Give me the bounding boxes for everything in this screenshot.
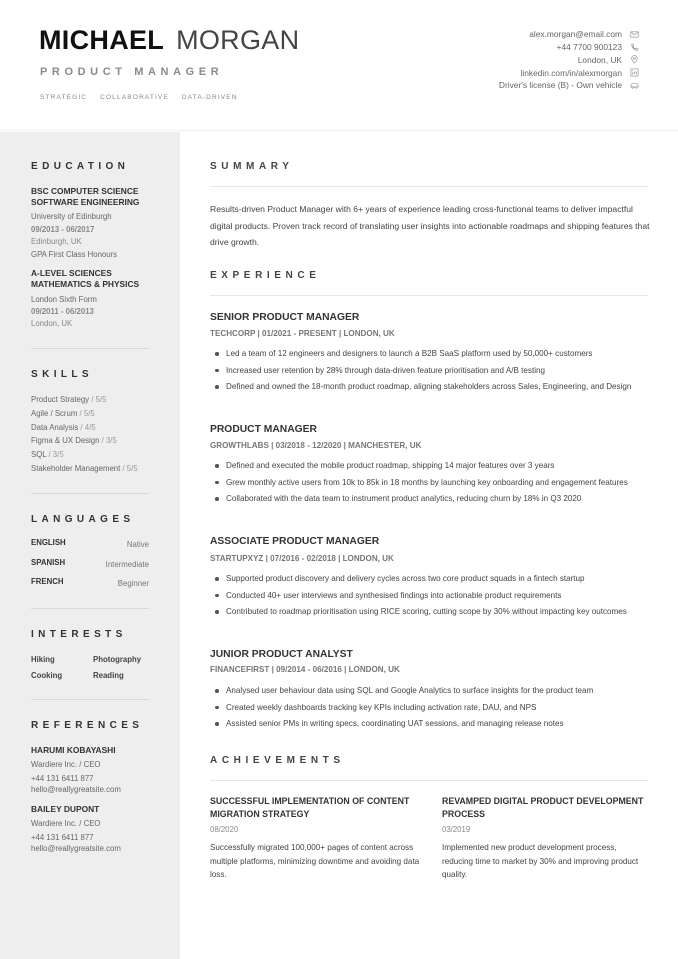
- achievement-description: Implemented new product development process, reducing time to market by 30% and improving product quality.: [442, 843, 639, 879]
- language-name: ENGLISH: [31, 538, 66, 547]
- achievement-item: [442, 795, 648, 882]
- contact-drivers-license-text: Driver's license (B) - Own vehicle: [498, 80, 622, 91]
- languages-heading: LANGUAGES: [31, 514, 135, 525]
- contact-email-text[interactable]: alex.morgan@email.com: [529, 29, 622, 40]
- summary-text: Results-driven Product Manager with 6+ years of experience leading cross-functional teams to deliver impactful digital products. Proven track record of translating user insights into actionable roadmaps and shipping features that drive growth.: [210, 204, 650, 247]
- job-bullet: Created weekly dashboards tracking key KPIs including activation rate, DAU, and NPS: [210, 700, 648, 716]
- job-bullet: Analysed user behaviour data using SQL and Google Analytics to surface insights for the product team: [210, 683, 648, 699]
- skill-level: / 3/5: [46, 450, 64, 459]
- skill-item: [31, 449, 64, 460]
- contact-location-text: London, UK: [577, 54, 622, 65]
- reference-name: HARUMI KOBAYASHI: [31, 745, 116, 755]
- sidebar: [0, 132, 180, 959]
- achievement-date: 03/2019: [442, 825, 471, 834]
- job-bullet: Defined and executed the mobile product roadmap, shipping 14 major features over 3 years: [210, 458, 648, 474]
- education-location: Edinburgh, UK: [31, 237, 82, 246]
- phone-icon: [629, 42, 639, 52]
- section-divider: [31, 348, 149, 349]
- job-title: JUNIOR PRODUCT ANALYST: [210, 649, 353, 660]
- tag-strategic: STRATEGIC: [40, 94, 88, 101]
- job-bullet: Assisted senior PMs in writing specs, coordinating UAT sessions, and managing release notes: [210, 716, 648, 732]
- reference-email[interactable]: hello@reallygreatsite.com: [31, 844, 121, 853]
- interest-item: Cooking: [31, 671, 63, 680]
- skill-name: Product Strategy: [31, 395, 90, 404]
- reference-company: Wardiere Inc. / CEO: [31, 760, 101, 769]
- skill-level: / 5/5: [77, 409, 95, 418]
- skill-item: [31, 408, 95, 419]
- references-heading: REFERENCES: [31, 720, 144, 731]
- car-icon: [629, 80, 639, 90]
- education-school: University of Edinburgh: [31, 212, 112, 221]
- job-meta: TECHCORP | 01/2021 - PRESENT | LONDON, UK: [210, 329, 395, 338]
- job-role: PRODUCT MANAGER: [40, 66, 224, 78]
- contact-phone[interactable]: [499, 41, 639, 54]
- skill-level: / 4/5: [78, 423, 96, 432]
- linkedin-icon: [629, 68, 639, 78]
- achievement-date: 08/2020: [210, 825, 239, 834]
- contact-linkedin[interactable]: [499, 66, 639, 79]
- job-meta: STARTUPXYZ | 07/2016 - 02/2018 | LONDON, UK: [210, 554, 394, 563]
- language-level: Beginner: [117, 579, 149, 588]
- job-title: PRODUCT MANAGER: [210, 424, 317, 435]
- interest-item: Hiking: [31, 655, 55, 664]
- section-divider: [31, 493, 149, 494]
- achievement-item: [210, 795, 420, 882]
- job-bullets: [210, 346, 648, 396]
- job-bullet: Supported product discovery and delivery cycles across two core product squads in a fintech startup: [210, 571, 648, 587]
- experience-heading: EXPERIENCE: [210, 270, 321, 281]
- job-bullets: [210, 458, 648, 508]
- location-pin-icon: [629, 55, 639, 65]
- contact-drivers-license: [499, 79, 639, 92]
- skill-item: [31, 463, 138, 474]
- job-bullets: [210, 571, 648, 621]
- skill-name: SQL: [31, 450, 47, 459]
- education-heading: EDUCATION: [31, 161, 130, 172]
- skill-item: [31, 422, 96, 433]
- last-name: MORGAN: [176, 25, 300, 55]
- skill-name: Agile / Scrum: [31, 409, 78, 418]
- language-name: SPANISH: [31, 558, 66, 567]
- achievement-title: REVAMPED DIGITAL PRODUCT DEVELOPMENT PROCESS: [442, 796, 644, 819]
- achievement-description: Successfully migrated 100,000+ pages of content across multiple platforms, minimizing downtime and avoiding data loss.: [210, 843, 420, 879]
- reference-email[interactable]: hello@reallygreatsite.com: [31, 785, 121, 794]
- education-location: London, UK: [31, 319, 73, 328]
- contact-linkedin-text[interactable]: linkedin.com/in/alexmorgan: [520, 67, 622, 78]
- language-name: FRENCH: [31, 577, 64, 586]
- job-bullet: Increased user retention by 28% through data-driven feature prioritisation and A/B testing: [210, 363, 648, 379]
- job-meta: GROWTHLABS | 03/2018 - 12/2020 | MANCHESTER, UK: [210, 441, 422, 450]
- interest-item: Reading: [93, 671, 124, 680]
- contact-email[interactable]: [499, 28, 639, 41]
- education-dates: 09/2011 - 06/2013: [31, 307, 94, 316]
- contact-location: [499, 54, 639, 67]
- skill-level: / 5/5: [89, 395, 107, 404]
- reference-name: BAILEY DUPONT: [31, 804, 100, 814]
- tag-collaborative: COLLABORATIVE: [100, 94, 169, 101]
- section-divider: [210, 295, 648, 296]
- job-bullets: [210, 683, 648, 733]
- tag-data-driven: DATA-DRIVEN: [181, 94, 238, 101]
- skill-level: / 3/5: [99, 436, 117, 445]
- skill-level: / 5/5: [120, 464, 138, 473]
- education-dates: 09/2013 - 06/2017: [31, 225, 95, 234]
- job-bullet: Grew monthly active users from 10k to 85k in 18 months by launching key onboarding and engagement features: [210, 475, 648, 491]
- summary-heading: SUMMARY: [210, 161, 294, 172]
- job-bullet: Conducted 40+ user interviews and synthesised findings into actionable product requirements: [210, 588, 648, 604]
- achievement-title: SUCCESSFUL IMPLEMENTATION OF CONTENT MIGRATION STRATEGY: [210, 796, 410, 819]
- skill-item: [31, 394, 106, 405]
- section-divider: [31, 608, 149, 609]
- education-degree: BSC COMPUTER SCIENCE SOFTWARE ENGINEERING: [31, 186, 140, 207]
- resume-header: [0, 0, 678, 131]
- mail-icon: [629, 29, 639, 39]
- skills-heading: SKILLS: [31, 369, 93, 380]
- section-divider: [210, 780, 648, 781]
- education-degree: A-LEVEL SCIENCES MATHEMATICS & PHYSICS: [31, 268, 140, 289]
- achievements-heading: ACHIEVEMENTS: [210, 755, 345, 766]
- contact-list: [499, 28, 639, 92]
- job-bullet: Contributed to roadmap prioritisation using RICE scoring, cutting scope by 30% without impacting key outcomes: [210, 604, 648, 620]
- job-title: SENIOR PRODUCT MANAGER: [210, 312, 360, 323]
- skill-name: Stakeholder Management: [31, 464, 121, 473]
- contact-phone-text[interactable]: +44 7700 900123: [556, 42, 622, 53]
- trait-tags: [40, 94, 248, 101]
- job-meta: FINANCEFIRST | 09/2014 - 06/2016 | LONDON, UK: [210, 665, 400, 674]
- language-level: Intermediate: [105, 560, 149, 569]
- first-name: MICHAEL: [39, 25, 165, 55]
- job-title: ASSOCIATE PRODUCT MANAGER: [210, 536, 380, 547]
- interest-item: Photography: [93, 655, 142, 664]
- education-school: London Sixth Form: [31, 295, 97, 304]
- job-bullet: Defined and owned the 18-month product roadmap, aligning stakeholders across Sales, Engineering, and Design: [210, 379, 648, 395]
- language-level: Native: [126, 540, 149, 549]
- skill-name: Figma & UX Design: [31, 436, 100, 445]
- full-name: [39, 24, 299, 56]
- reference-phone[interactable]: +44 131 6411 877: [31, 774, 94, 783]
- interests-heading: INTERESTS: [31, 629, 127, 640]
- skill-item: [31, 435, 117, 446]
- education-note: GPA First Class Honours: [31, 250, 118, 259]
- job-bullet: Led a team of 12 engineers and designers to launch a B2B SaaS platform used by 50,000+ customers: [210, 346, 648, 362]
- job-bullet: Collaborated with the data team to instrument product analytics, reducing churn by 18% in Q3 2020: [210, 491, 648, 507]
- section-divider: [210, 186, 648, 187]
- reference-company: Wardiere Inc. / CEO: [31, 819, 101, 828]
- skill-name: Data Analysis: [31, 423, 79, 432]
- reference-phone[interactable]: +44 131 6411 877: [31, 833, 94, 842]
- section-divider: [31, 699, 149, 700]
